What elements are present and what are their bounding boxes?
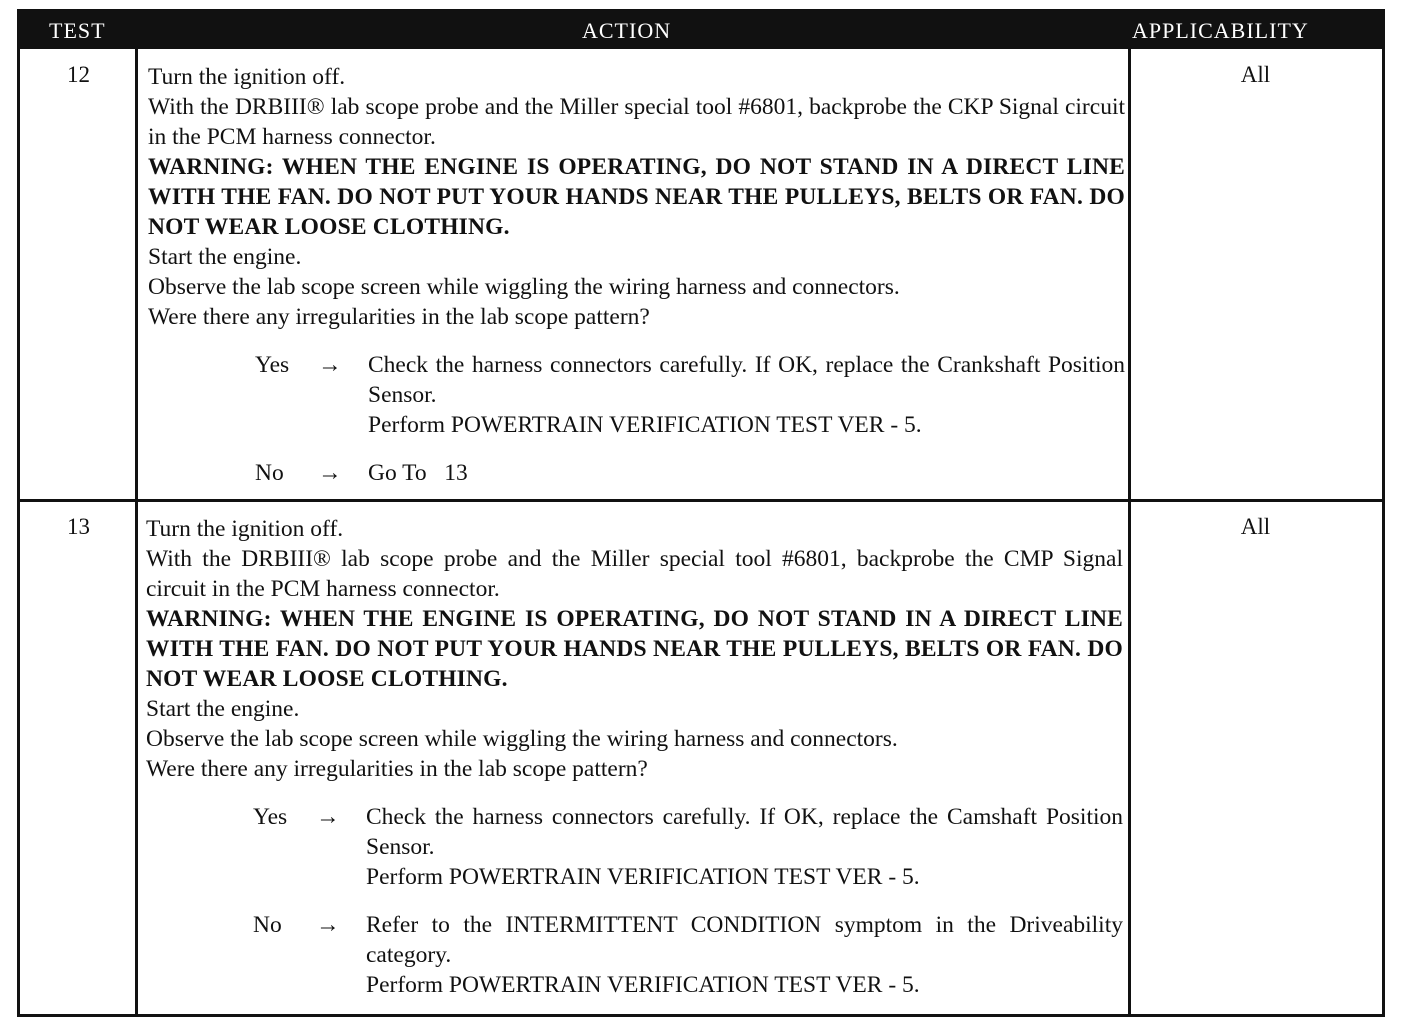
column-divider-test	[135, 12, 138, 1014]
action-line: With the DRBIII® lab scope probe and the Miller special tool #6801, backprobe the CKP Signal circuit in the PCM harness connector.	[148, 94, 1125, 150]
answer-line: Perform POWERTRAIN VERIFICATION TEST VER - 5.	[366, 972, 920, 998]
action-line: Observe the lab scope screen while wiggling the wiring harness and connectors.	[148, 274, 900, 300]
table-header	[20, 12, 1382, 49]
answer-line: Check the harness connectors carefully. If OK, replace the Crankshaft Position Sensor.	[368, 352, 1125, 408]
answer-line: Check the harness connectors carefully. If OK, replace the Camshaft Position Sensor.	[366, 804, 1123, 860]
action-line: Turn the ignition off.	[146, 516, 344, 542]
test-number: 13	[67, 514, 90, 539]
arrow-icon: →	[318, 352, 342, 378]
yes-label: Yes	[255, 352, 290, 378]
warning-text: WARNING: WHEN THE ENGINE IS OPERATING, DO NOT STAND IN A DIRECT LINE WITH THE FAN. DO NOT PUT YOUR HANDS NEAR THE PULLEYS, BELTS OR FAN. DO NOT WEAR LOOSE CLOTHING.	[146, 606, 1123, 692]
answer-line: Go To 13	[368, 460, 468, 486]
action-line: Were there any irregularities in the lab scope pattern?	[148, 304, 650, 330]
column-divider-applicability	[1128, 12, 1131, 1014]
applicability-value: All	[1240, 514, 1271, 539]
yes-answer	[148, 350, 1125, 440]
no-answer	[146, 910, 1123, 1000]
action-line: Start the engine.	[148, 244, 302, 270]
action-line: Observe the lab scope screen while wiggling the wiring harness and connectors.	[146, 726, 898, 752]
diagnostic-table	[17, 9, 1385, 1017]
warning-text: WARNING: WHEN THE ENGINE IS OPERATING, DO NOT STAND IN A DIRECT LINE WITH THE FAN. DO NOT PUT YOUR HANDS NEAR THE PULLEYS, BELTS OR FAN. DO NOT WEAR LOOSE CLOTHING.	[148, 154, 1125, 240]
answer-line: Perform POWERTRAIN VERIFICATION TEST VER - 5.	[366, 864, 920, 890]
action-line: Were there any irregularities in the lab scope pattern?	[146, 756, 648, 782]
yes-answer	[146, 802, 1123, 892]
yes-label: Yes	[253, 804, 288, 830]
arrow-icon: →	[318, 460, 342, 486]
answer-line: Refer to the INTERMITTENT CONDITION symptom in the Driveability category.	[366, 912, 1123, 968]
no-label: No	[253, 912, 282, 938]
action-cell	[146, 514, 1123, 1000]
header-action: ACTION	[582, 18, 672, 43]
test-number: 12	[67, 62, 90, 87]
row-divider	[20, 499, 1382, 502]
arrow-icon: →	[316, 912, 340, 938]
action-line: Turn the ignition off.	[148, 64, 346, 90]
action-line: Start the engine.	[146, 696, 300, 722]
answer-line: Perform POWERTRAIN VERIFICATION TEST VER - 5.	[368, 412, 922, 438]
action-cell	[148, 62, 1125, 488]
applicability-value: All	[1240, 62, 1271, 87]
no-answer	[148, 458, 1125, 488]
header-test: TEST	[49, 18, 106, 43]
header-applicability: APPLICABILITY	[1132, 18, 1309, 43]
arrow-icon: →	[316, 804, 340, 830]
no-label: No	[255, 460, 284, 486]
action-line: With the DRBIII® lab scope probe and the Miller special tool #6801, backprobe the CMP Signal circuit in the PCM harness connector.	[146, 546, 1123, 602]
